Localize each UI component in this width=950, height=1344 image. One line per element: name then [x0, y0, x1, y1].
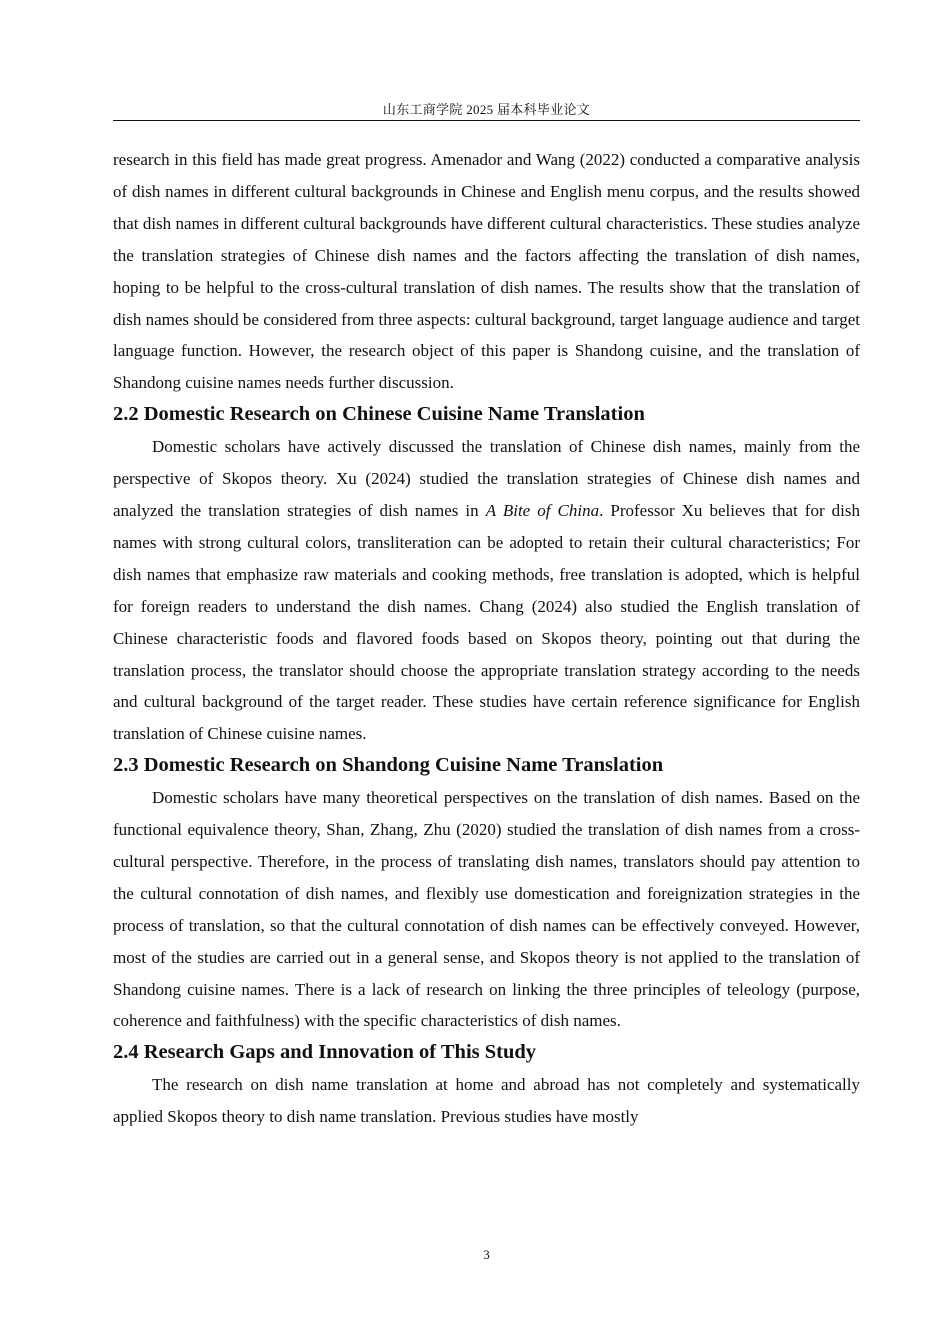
section-heading-2-4: 2.4 Research Gaps and Innovation of This Study [113, 1041, 537, 1064]
paragraph-2-2-text-a: Domestic scholars have actively discussed the translation of Chinese dish names, mainly from the perspective of Skopos theory. Xu (2024) studied the translation strategies of Chinese dish names and analyzed the translation strategies of dish names in [113, 437, 860, 520]
page-number: 3 [483, 1247, 490, 1262]
paragraph-2-4: The research on dish name translation at home and abroad has not completely and systematically applied Skopos theory to dish name translation. Previous studies have mostly [113, 1075, 860, 1127]
section-heading-2-3: 2.3 Domestic Research on Shandong Cuisine Name Translation [113, 754, 664, 777]
header-rule [113, 120, 860, 121]
running-header: 山东工商学院 2025 届本科毕业论文 [382, 102, 591, 117]
paragraph-intro-continued: research in this field has made great progress. Amenador and Wang (2022) conducted a comparative analysis of dish names in different cultural backgrounds in Chinese and English menu corpus, and the results showed that dish names in different cultural backgrounds have different cultural characteristics. These studies analyze the translation strategies of Chinese dish names and the factors affecting the translation of dish names, hoping to be helpful to the cross-cultural translation of dish names. The results show that the translation of dish names should be considered from three aspects: cultural background, target language audience and target language function. However, the research object of this paper is Shandong cuisine, and the translation of Shandong cuisine names needs further discussion. [113, 150, 860, 393]
paragraph-2-2-text-b: . Professor Xu believes that for dish names with strong cultural colors, transliteration can be adopted to retain their cultural characteristics; For dish names that emphasize raw materials and cooking methods, free translation is adopted, which is helpful for foreign readers to understand the dish names. Chang (2024) also studied the English translation of Chinese characteristic foods and flavored foods based on Skopos theory, pointing out that during the translation process, the translator should choose the appropriate translation strategy according to the needs and cultural background of the target reader. These studies have certain reference significance for English translation of Chinese cuisine names. [113, 500, 860, 744]
paragraph-2-3: Domestic scholars have many theoretical perspectives on the translation of dish names. Based on the functional equivalence theory, Shan, Zhang, Zhu (2020) studied the translation of dish names from a cross-cultural perspective. Therefore, in the process of translating dish names, translators should pay attention to the cultural connotation of dish names, and flexibly use domestication and foreignization strategies in the process of translation, so that the cultural connotation of dish names can be effectively conveyed. However, most of the studies are carried out in a general sense, and Skopos theory is not applied to the translation of Shandong cuisine names. There is a lack of research on linking the three principles of teleology (purpose, coherence and faithfulness) with the specific characteristics of dish names. [113, 788, 860, 1031]
section-heading-2-2: 2.2 Domestic Research on Chinese Cuisine Name Translation [113, 403, 645, 426]
work-title: A Bite of China [485, 500, 600, 520]
body-text [113, 144, 860, 1133]
paragraph-2-2 [113, 431, 860, 750]
